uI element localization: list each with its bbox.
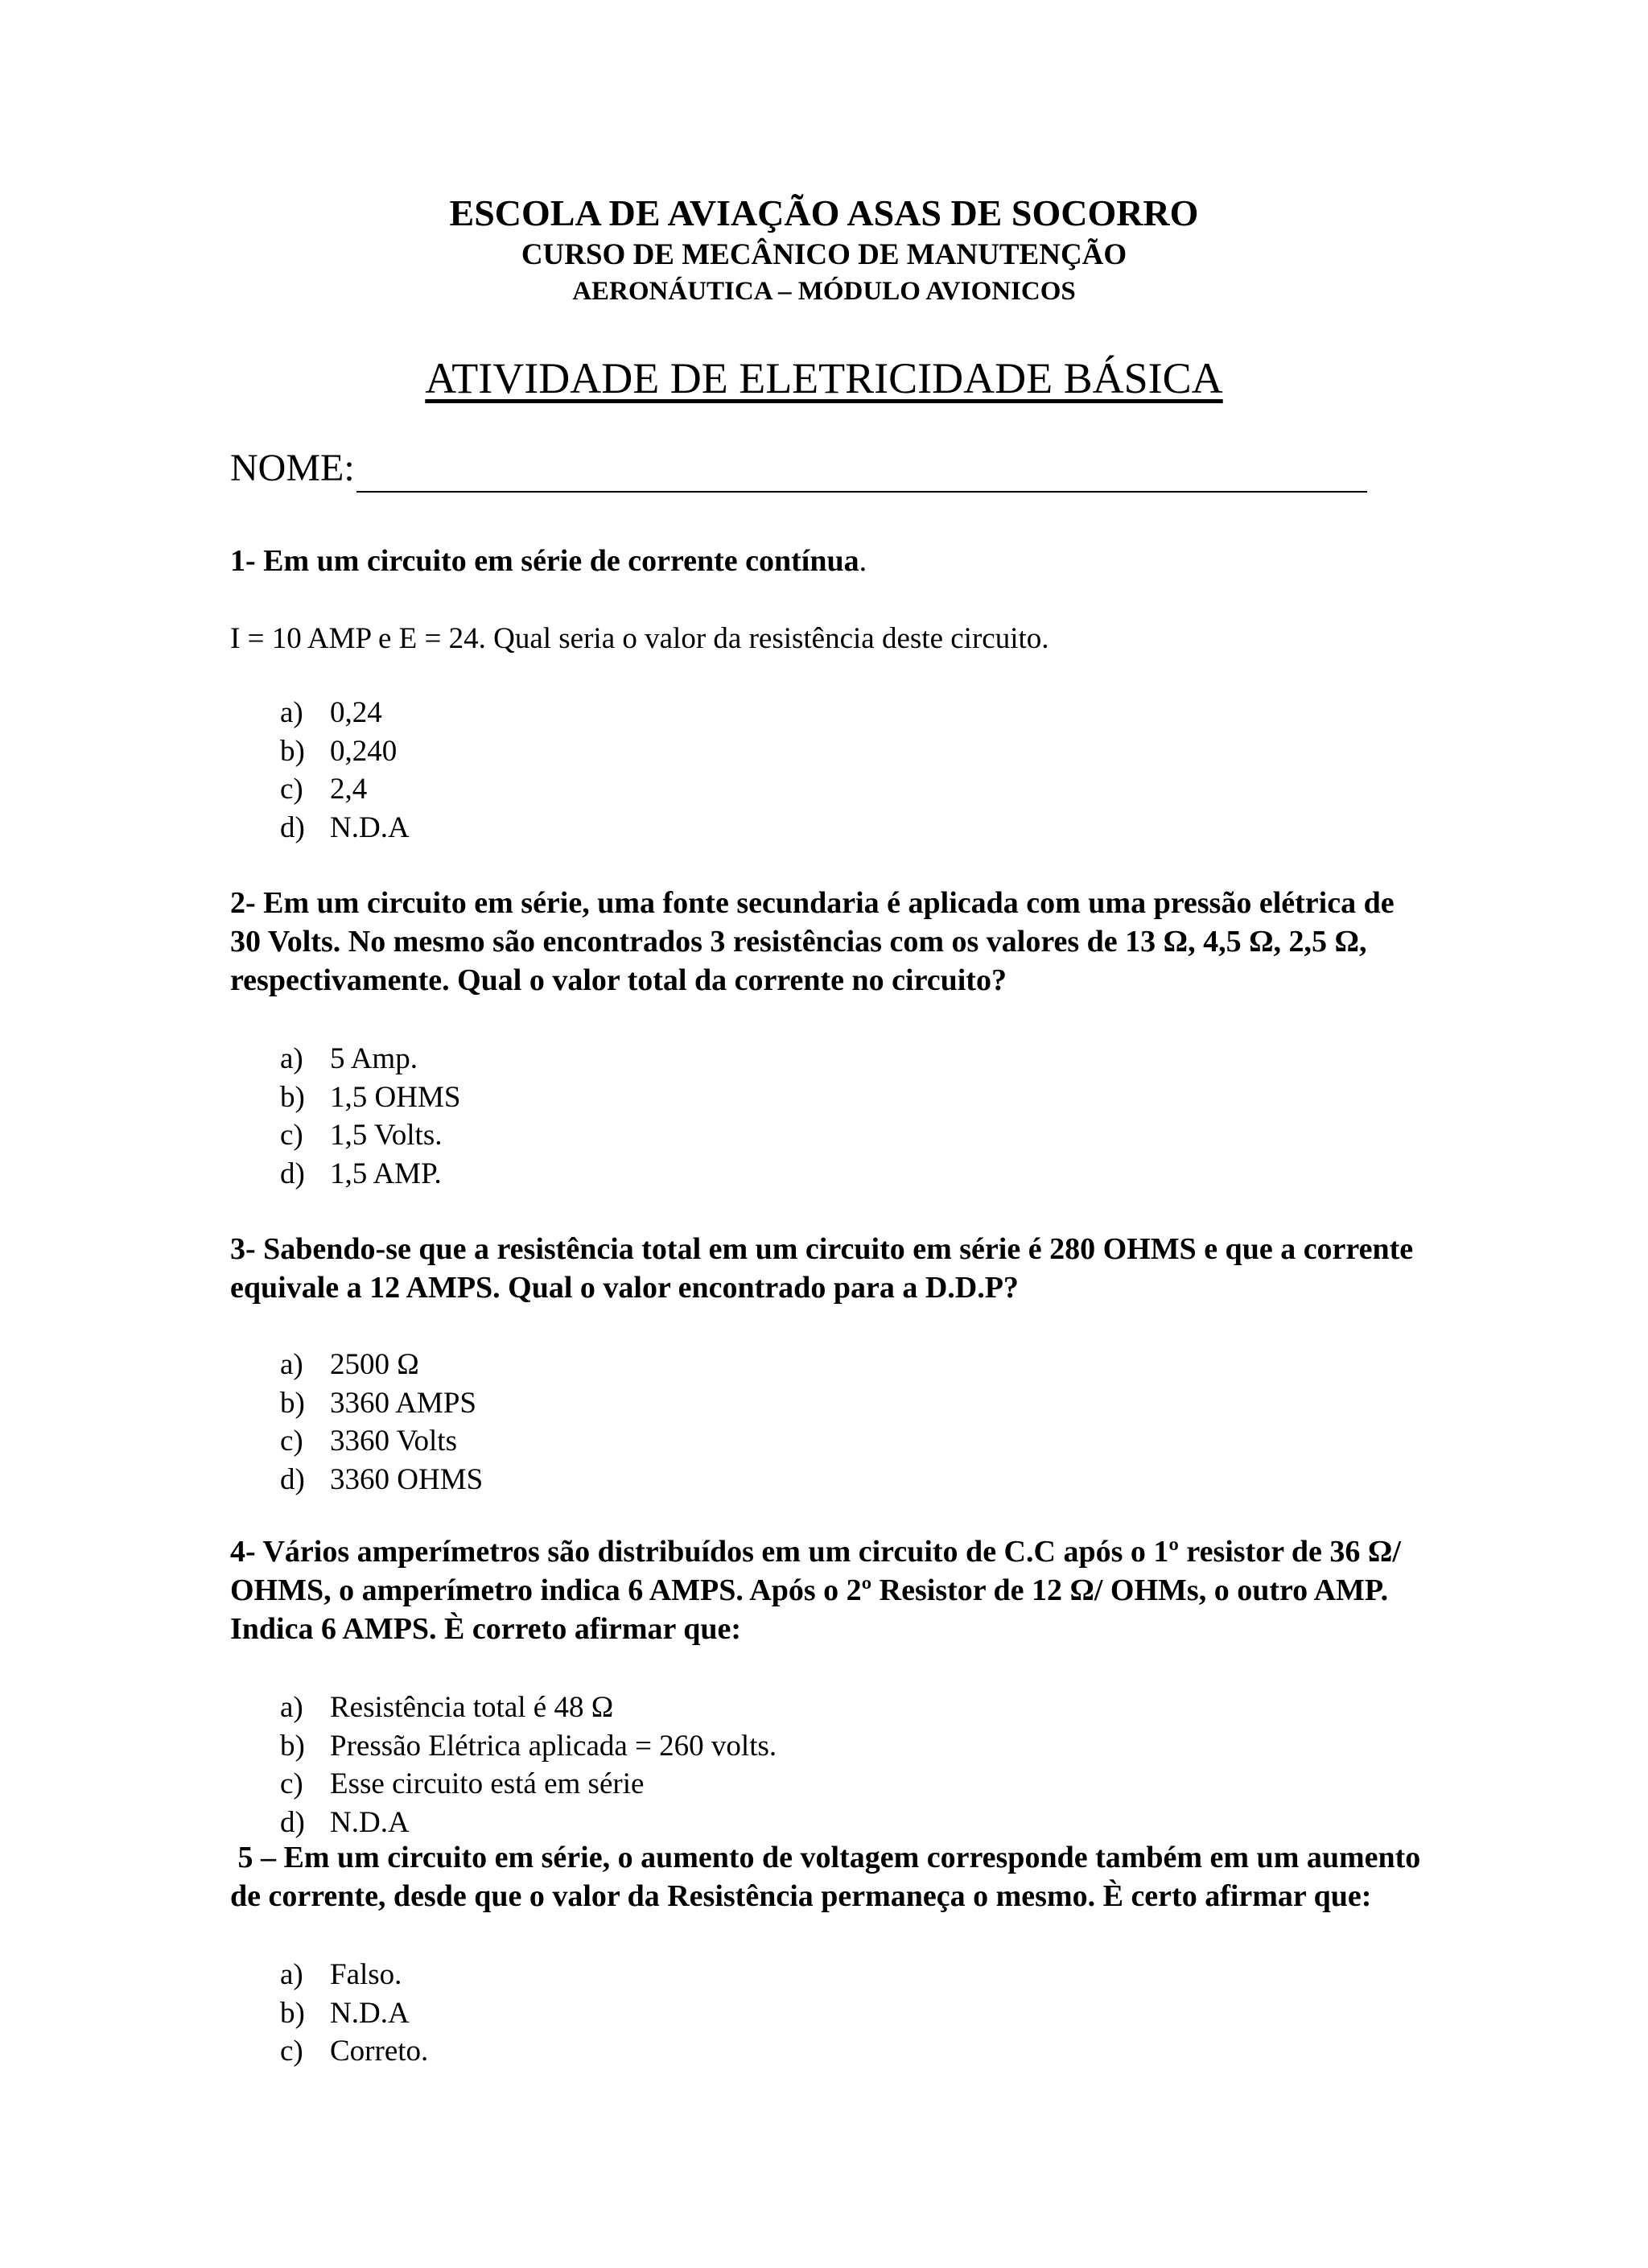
option-letter: b) (280, 1729, 305, 1763)
option-text: 1,5 Volts. (330, 1119, 443, 1152)
option-2b[interactable] (280, 1078, 460, 1117)
option-text: 0,240 (330, 734, 398, 768)
option-text: 2500 Ω (330, 1348, 419, 1381)
option-2d[interactable] (280, 1155, 460, 1194)
option-letter: a) (280, 1348, 303, 1381)
question-5-title: 5 – Em um circuito em série, o aumento de voltagem corresponde também em um aumento de corrente, desde que o valor da Resistência permaneça o mesmo. È certo afirmar que: (230, 1841, 1428, 1913)
option-3b[interactable] (280, 1384, 483, 1423)
option-text: Pressão Elétrica aplicada = 260 volts. (330, 1729, 777, 1763)
option-letter: c) (280, 1119, 303, 1152)
option-letter: b) (280, 1386, 305, 1420)
option-4d[interactable] (280, 1804, 777, 1842)
option-letter: a) (280, 696, 303, 729)
question-1-title (230, 542, 1421, 580)
course-name: CURSO DE MECÂNICO DE MANUTENÇÃO (521, 238, 1127, 271)
module-name: AERONÁUTICA – MÓDULO AVIONICOS (572, 277, 1076, 306)
option-letter: b) (280, 1996, 305, 2030)
option-letter: c) (280, 773, 303, 806)
question-1-title-tail: . (859, 544, 867, 578)
activity-title (0, 351, 1648, 406)
option-letter: b) (280, 734, 305, 768)
option-4a[interactable] (280, 1689, 777, 1727)
option-text: 5 Amp. (330, 1042, 418, 1075)
option-1d[interactable] (280, 809, 410, 847)
option-text: 0,24 (330, 696, 382, 729)
option-letter: a) (280, 1042, 303, 1075)
option-2c[interactable] (280, 1116, 460, 1155)
option-text: Falso. (330, 1958, 402, 1991)
option-letter: c) (280, 2035, 303, 2068)
option-letter: d) (280, 1805, 305, 1839)
option-text: 2,4 (330, 773, 368, 806)
option-text: 3360 AMPS (330, 1386, 476, 1420)
question-1-options (280, 694, 410, 847)
option-1b[interactable] (280, 732, 410, 771)
option-text: N.D.A (330, 1805, 410, 1839)
option-text: 1,5 OHMS (330, 1080, 461, 1114)
question-1-text: I = 10 AMP e E = 24. Qual seria o valor da resistência deste circuito. (230, 622, 1049, 655)
option-text: 3360 OHMS (330, 1462, 484, 1496)
question-5-options (280, 1956, 428, 2071)
question-4-options (280, 1689, 777, 1841)
option-3c[interactable] (280, 1422, 483, 1461)
option-4c[interactable] (280, 1765, 777, 1804)
option-text: N.D.A (330, 1996, 410, 2030)
option-text: 1,5 AMP. (330, 1157, 442, 1190)
option-letter: d) (280, 810, 305, 844)
question-4-title: 4- Vários amperímetros são distribuídos em um circuito de C.C após o 1º resistor de 36 Ω/ OHMS, o amperímetro indica 6 AMPS. Após o 2º Resistor de 12 Ω/ OHMs, o outro AMP. Indica 6 AMPS. È correto afirmar que: (230, 1535, 1401, 1646)
question-3-options (280, 1346, 483, 1499)
option-5c[interactable] (280, 2032, 428, 2071)
option-5a[interactable] (280, 1956, 428, 1994)
option-2a[interactable] (280, 1040, 460, 1078)
name-field (230, 444, 1367, 493)
option-text: Esse circuito está em série (330, 1767, 645, 1800)
document-header (0, 190, 1648, 309)
option-letter: a) (280, 1958, 303, 1991)
option-letter: a) (280, 1691, 303, 1724)
option-3a[interactable] (280, 1346, 483, 1384)
option-3d[interactable] (280, 1461, 483, 1499)
option-letter: b) (280, 1080, 305, 1114)
activity-title-text: ATIVIDADE DE ELETRICIDADE BÁSICA (425, 354, 1223, 402)
question-1-title-bold: 1- Em um circuito em série de corrente contínua (230, 544, 859, 578)
question-2-options (280, 1040, 460, 1193)
option-text: Correto. (330, 2035, 429, 2068)
option-1a[interactable] (280, 694, 410, 732)
option-letter: d) (280, 1462, 305, 1496)
option-letter: c) (280, 1767, 303, 1800)
option-4b[interactable] (280, 1727, 777, 1766)
option-text: 3360 Volts (330, 1425, 457, 1458)
option-5b[interactable] (280, 1994, 428, 2033)
option-letter: c) (280, 1425, 303, 1458)
name-label: NOME: (230, 447, 355, 489)
option-1c[interactable] (280, 770, 410, 809)
option-letter: d) (280, 1157, 305, 1190)
option-text: N.D.A (330, 810, 410, 844)
question-2-title: 2- Em um circuito em série, uma fonte secundaria é aplicada com uma pressão elétrica de 30 Volts. No mesmo são encontrados 3 resistências com os valores de 13 Ω, 4,5 Ω, 2,5 Ω, respectivamente. Qual o valor total da corrente no circuito? (230, 886, 1395, 997)
school-name: ESCOLA DE AVIAÇÃO ASAS DE SOCORRO (449, 192, 1199, 233)
question-3-title: 3- Sabendo-se que a resistência total em um circuito em série é 280 OHMS e que a corrente equivale a 12 AMPS. Qual o valor encontrado para a D.D.P? (230, 1232, 1414, 1305)
option-text: Resistência total é 48 Ω (330, 1691, 614, 1724)
name-blank-line[interactable] (356, 451, 1367, 493)
